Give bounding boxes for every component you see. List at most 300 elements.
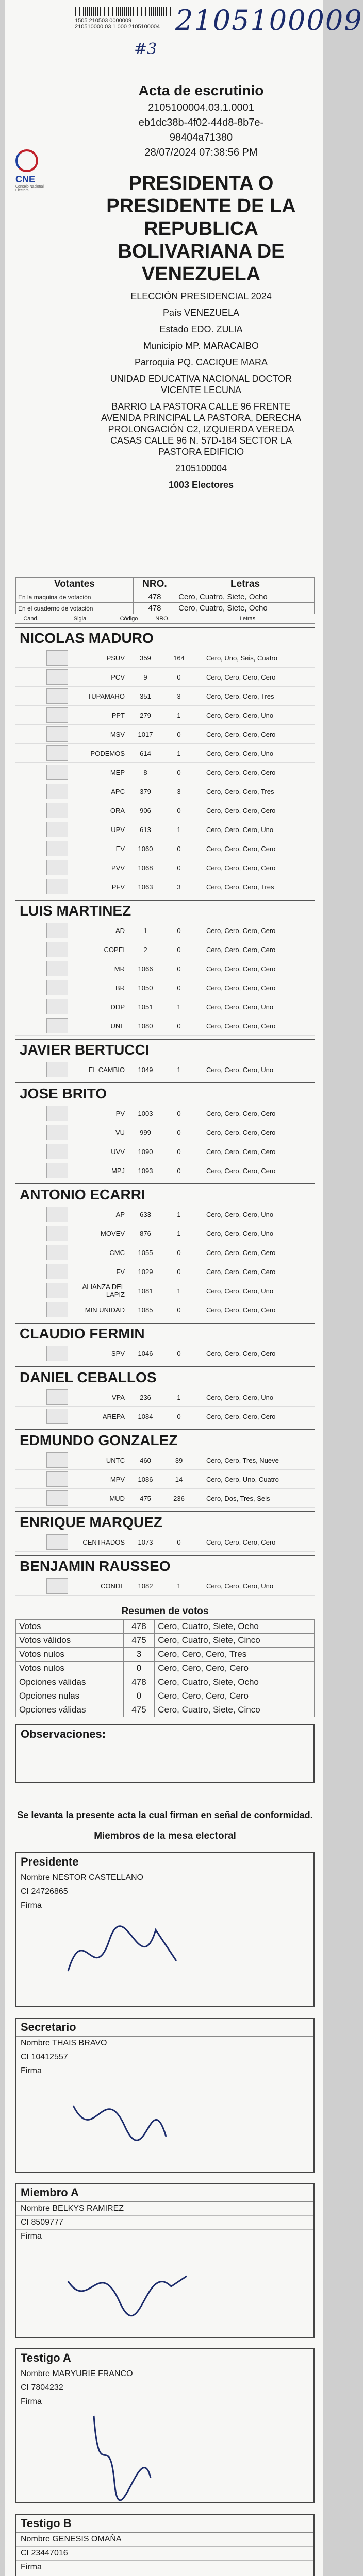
party-nro: 1 (177, 1210, 181, 1218)
party-logo-icon (46, 1207, 68, 1222)
member-role: Miembro A (16, 2184, 314, 2202)
party-nro: 0 (177, 1166, 181, 1175)
party-row (15, 744, 315, 763)
party-cod: 1003 (138, 1109, 153, 1117)
member-name: Nombre BELKYS RAMIREZ (16, 2202, 314, 2216)
candidate-block (15, 1429, 315, 1508)
party-cod: 1073 (138, 1538, 153, 1546)
party-nro: 0 (177, 1147, 181, 1156)
party-sig: MUD (109, 1494, 125, 1502)
candidate-block (15, 1511, 315, 1552)
party-cod: 1085 (138, 1306, 153, 1314)
party-row (15, 668, 315, 687)
party-row (15, 649, 315, 668)
party-cod: 9 (143, 673, 147, 681)
party-row (15, 1262, 315, 1281)
table-row: Votos nulos 3 Cero, Cero, Cero, Tres (16, 1648, 315, 1662)
party-logo-icon (46, 688, 68, 704)
party-logo-icon (46, 923, 68, 938)
member-ci: CI 23447016 (16, 2547, 314, 2561)
member-ci: CI 7804232 (16, 2381, 314, 2395)
candidate-block (15, 900, 315, 1036)
party-let: Cero, Cero, Cero, Uno (206, 1393, 274, 1401)
party-logo-icon (46, 1163, 68, 1178)
party-sig: DDP (110, 1003, 125, 1011)
party-sig: TUPAMARO (87, 692, 125, 700)
candidate-block (15, 1082, 315, 1180)
party-cod: 1046 (138, 1349, 153, 1358)
party-row (15, 820, 315, 839)
party-nro: 1 (177, 1003, 181, 1011)
candidate-block (15, 627, 315, 896)
party-logo-icon (46, 1578, 68, 1594)
party-row (15, 1104, 315, 1123)
party-nro: 3 (177, 883, 181, 891)
party-let: Cero, Cero, Cero, Cero (206, 1128, 276, 1137)
party-let: Cero, Cero, Cero, Uno (206, 1286, 274, 1295)
member-miembro-a (15, 2183, 315, 2338)
party-let: Cero, Cero, Cero, Cero (206, 863, 276, 872)
party-row (15, 1016, 315, 1036)
party-let: Cero, Cero, Cero, Cero (206, 926, 276, 935)
party-let: Cero, Cero, Cero, Cero (206, 1349, 276, 1358)
party-let: Cero, Cero, Cero, Uno (206, 1582, 274, 1590)
party-row (15, 997, 315, 1016)
party-row (15, 1224, 315, 1243)
party-cod: 1068 (138, 863, 153, 872)
firma-label: Firma (21, 2397, 42, 2406)
party-sig: PPT (111, 711, 125, 719)
document-title: Acta de escrutinio (138, 82, 264, 98)
party-nro: 236 (173, 1494, 185, 1502)
party-logo-icon (46, 822, 68, 837)
party-let: Cero, Cero, Cero, Uno (206, 1210, 274, 1218)
voter-table (15, 577, 315, 614)
party-row (15, 782, 315, 801)
party-cod: 906 (140, 806, 151, 815)
party-sig: MPV (110, 1475, 125, 1483)
party-row (15, 1577, 315, 1596)
party-let: Cero, Uno, Seis, Cuatro (206, 654, 278, 662)
party-row (15, 1142, 315, 1161)
party-let: Cero, Cero, Cero, Cero (206, 945, 276, 954)
party-nro: 0 (177, 984, 181, 992)
member-name: Nombre THAIS BRAVO (16, 2037, 314, 2050)
party-nro: 0 (177, 863, 181, 872)
party-cod: 613 (140, 825, 151, 834)
party-let: Cero, Cero, Cero, Uno (206, 1003, 274, 1011)
candidate-name: EDMUNDO GONZALEZ (20, 1432, 178, 1448)
party-logo-icon (46, 765, 68, 780)
cne-logo-icon (15, 149, 38, 172)
party-row (15, 858, 315, 877)
acta-hash-1: eb1dc38b-4f02-44d8-8b7e- (138, 117, 264, 128)
office-title: PRESIDENTA O PRESIDENTE DE LA REPUBLICA BOLIVARIANA DE VENEZUELA (106, 173, 296, 285)
candidate-block (15, 1039, 315, 1079)
candidate-name: JOSE BRITO (20, 1086, 107, 1101)
party-row (15, 1470, 315, 1489)
party-logo-icon (46, 879, 68, 894)
party-row (15, 1300, 315, 1319)
party-cod: 1051 (138, 1003, 153, 1011)
center-address: BARRIO LA PASTORA CALLE 96 FRENTE AVENIDA PRINCIPAL LA PASTORA, DERECHA PROLONGACIÓN C2, IZQUIERDA VEREDA CASAS CALLE 96 N. 57D-184 SECTOR LA PASTORA EDIFICIO (101, 401, 302, 457)
party-cod: 1017 (138, 730, 153, 738)
party-logo-icon (46, 1062, 68, 1077)
party-logo-icon (46, 1106, 68, 1121)
member-role: Testigo B (16, 2515, 314, 2533)
handwritten-code: 2105100009 (175, 4, 363, 37)
party-logo-icon (46, 707, 68, 723)
member-name: Nombre GENESIS OMAÑA (16, 2533, 314, 2547)
observations-label: Observaciones: (21, 1727, 106, 1740)
party-nro: 3 (177, 787, 181, 795)
party-let: Cero, Cero, Cero, Uno (206, 749, 274, 757)
party-cod: 1090 (138, 1147, 153, 1156)
party-row (15, 1205, 315, 1224)
signature-icon (63, 2240, 197, 2328)
table-row: Opciones nulas 0 Cero, Cero, Cero, Cero (16, 1689, 315, 1703)
party-cod: 1081 (138, 1286, 153, 1295)
party-row (15, 1533, 315, 1552)
party-row (15, 1388, 315, 1407)
party-sig: VPA (111, 1393, 125, 1401)
party-row (15, 763, 315, 782)
candidate-name: NICOLAS MADURO (20, 630, 154, 646)
party-let: Cero, Dos, Tres, Seis (206, 1494, 270, 1502)
party-row (15, 687, 315, 706)
party-cod: 1060 (138, 844, 153, 853)
party-sig: PSUV (106, 654, 125, 662)
party-cod: 460 (140, 1456, 151, 1464)
party-cod: 475 (140, 1494, 151, 1502)
party-logo-icon (46, 669, 68, 685)
party-sig: MEP (110, 768, 125, 776)
acta-datetime: 28/07/2024 07:38:56 PM (144, 147, 258, 158)
party-row (15, 940, 315, 959)
candidate-block (15, 1323, 315, 1363)
table-row: Votos 478 Cero, Cuatro, Siete, Ocho (16, 1620, 315, 1634)
party-nro: 0 (177, 964, 181, 973)
party-logo-icon (46, 1018, 68, 1033)
party-sig: MOVEV (101, 1229, 125, 1238)
party-sig: PV (116, 1109, 125, 1117)
firma-label: Firma (21, 2232, 42, 2241)
party-sig: EV (116, 844, 125, 853)
party-row (15, 706, 315, 725)
party-logo-icon (46, 1264, 68, 1279)
voter-header-nro: NRO. (133, 578, 176, 591)
party-logo-icon (46, 999, 68, 1014)
party-cod: 1055 (138, 1248, 153, 1257)
party-logo-icon (46, 1144, 68, 1159)
party-cod: 999 (140, 1128, 151, 1137)
header (36, 82, 315, 490)
summary-title: Resumen de votos (121, 1606, 209, 1617)
party-cod: 1082 (138, 1582, 153, 1590)
signature-icon (63, 1909, 197, 1997)
party-sig: SPV (111, 1349, 125, 1358)
party-let: Cero, Cero, Cero, Cero (206, 1267, 276, 1276)
party-row (15, 1161, 315, 1180)
party-let: Cero, Cero, Uno, Cuatro (206, 1475, 279, 1483)
party-cod: 614 (140, 749, 151, 757)
party-logo-icon (46, 961, 68, 976)
party-row (15, 1123, 315, 1142)
table-row: En el cuaderno de votación 478 Cero, Cuatro, Siete, Ocho (16, 603, 315, 614)
party-nro: 14 (175, 1475, 183, 1483)
party-nro: 0 (177, 926, 181, 935)
party-logo-icon (46, 784, 68, 799)
signature-area (16, 2395, 314, 2502)
party-logo-icon (46, 1245, 68, 1260)
party-row (15, 1243, 315, 1262)
party-nro: 0 (177, 945, 181, 954)
party-logo-icon (46, 1346, 68, 1361)
signature-area (16, 2230, 314, 2337)
member-list (15, 1852, 315, 2576)
candidate-name: ENRIQUE MARQUEZ (20, 1514, 162, 1530)
candidate-block (15, 1555, 315, 1596)
party-let: Cero, Cero, Cero, Tres (206, 883, 274, 891)
party-cod: 1049 (138, 1065, 153, 1074)
member-name: Nombre NESTOR CASTELLANO (16, 1871, 314, 1885)
firma-label: Firma (21, 2066, 42, 2075)
party-logo-icon (46, 860, 68, 875)
party-row (15, 839, 315, 858)
party-logo-icon (46, 1490, 68, 1506)
party-nro: 1 (177, 825, 181, 834)
voter-header-letras: Letras (176, 578, 315, 591)
table-row: En la maquina de votación 478 Cero, Cuatro, Siete, Ocho (16, 591, 315, 603)
party-nro: 1 (177, 1229, 181, 1238)
party-sig: UNTC (106, 1456, 125, 1464)
signature-area (16, 1899, 314, 2006)
table-row: Votos válidos 475 Cero, Cuatro, Siete, Cinco (16, 1634, 315, 1648)
member-presidente (15, 1852, 315, 2007)
logo-subtext: Consejo Nacional Electoral (15, 185, 44, 192)
party-let: Cero, Cero, Cero, Cero (206, 984, 276, 992)
party-column-headers: Cand. Sigla Código NRO. Letras (15, 614, 315, 624)
party-cod: 1086 (138, 1475, 153, 1483)
party-cod: 8 (143, 768, 147, 776)
party-sig: EL CAMBIO (88, 1065, 125, 1074)
candidate-name: DANIEL CEBALLOS (20, 1369, 157, 1385)
party-cod: 236 (140, 1393, 151, 1401)
party-logo-icon (46, 1389, 68, 1405)
party-sig: MPJ (111, 1166, 125, 1175)
party-logo-icon (46, 745, 68, 761)
party-nro: 0 (177, 730, 181, 738)
party-row (15, 978, 315, 997)
conformity-statement: Se levanta la presente acta la cual firman en señal de conformidad. (17, 1810, 313, 1820)
party-nro: 0 (177, 1306, 181, 1314)
party-cod: 1093 (138, 1166, 153, 1175)
party-row (15, 1281, 315, 1300)
party-sig: PVV (111, 863, 125, 872)
party-cod: 359 (140, 654, 151, 662)
party-logo-icon (46, 980, 68, 995)
member-ci: CI 10412557 (16, 2050, 314, 2064)
party-nro: 0 (177, 1248, 181, 1257)
party-sig: MIN UNIDAD (85, 1306, 125, 1314)
party-sig: CONDE (101, 1582, 125, 1590)
acta-hash-2: 98404a71380 (169, 132, 233, 143)
party-logo-icon (46, 1302, 68, 1317)
party-sig: MSV (110, 730, 125, 738)
party-nro: 0 (177, 1349, 181, 1358)
candidate-block (15, 1366, 315, 1426)
party-logo-icon (46, 1226, 68, 1241)
party-let: Cero, Cero, Cero, Tres (206, 692, 274, 700)
party-cod: 1063 (138, 883, 153, 891)
member-name: Nombre MARYURIE FRANCO (16, 2367, 314, 2381)
party-nro: 0 (177, 1267, 181, 1276)
party-cod: 633 (140, 1210, 151, 1218)
party-sig: AREPA (102, 1412, 125, 1420)
party-sig: COPEI (104, 945, 125, 954)
party-let: Cero, Cero, Cero, Uno (206, 1065, 274, 1074)
party-sig: CENTRADOS (82, 1538, 125, 1546)
party-sig: PODEMOS (90, 749, 125, 757)
party-let: Cero, Cero, Cero, Cero (206, 768, 276, 776)
members-title: Miembros de la mesa electoral (94, 1831, 236, 1841)
party-cod: 1066 (138, 964, 153, 973)
party-logo-icon (46, 803, 68, 818)
party-cod: 351 (140, 692, 151, 700)
party-cod: 2 (143, 945, 147, 954)
party-sig: APC (111, 787, 125, 795)
observations-box (15, 1724, 315, 1783)
party-sig: PFV (111, 883, 125, 891)
party-let: Cero, Cero, Cero, Uno (206, 711, 274, 719)
party-sig: FV (116, 1267, 125, 1276)
acta-code: 2105100004.03.1.0001 (148, 102, 254, 113)
party-nro: 1 (177, 1582, 181, 1590)
party-nro: 1 (177, 1393, 181, 1401)
member-secretario (15, 2018, 315, 2173)
candidate-name: ANTONIO ECARRI (20, 1187, 145, 1202)
party-let: Cero, Cero, Cero, Cero (206, 1306, 276, 1314)
party-let: Cero, Cero, Cero, Cero (206, 844, 276, 853)
party-nro: 0 (177, 1538, 181, 1546)
handwritten-note: #3 (134, 40, 157, 58)
vote-summary (15, 1604, 315, 1717)
party-cod: 1 (143, 926, 147, 935)
party-row (15, 959, 315, 978)
logo-text: CNE (15, 174, 36, 184)
party-row (15, 1451, 315, 1470)
party-sig: ALIANZA DEL LAPIZ (82, 1283, 125, 1298)
party-let: Cero, Cero, Cero, Cero (206, 730, 276, 738)
signature-icon (63, 2405, 197, 2493)
party-sig: ORA (110, 806, 125, 815)
member-ci: CI 24726865 (16, 1885, 314, 1899)
party-nro: 0 (177, 673, 181, 681)
voter-count: 1003 Electores (168, 480, 234, 490)
voting-center: UNIDAD EDUCATIVA NACIONAL DOCTOR VICENTE LECUNA (110, 374, 292, 395)
party-cod: 1084 (138, 1412, 153, 1420)
party-let: Cero, Cero, Cero, Cero (206, 673, 276, 681)
party-cod: 1050 (138, 984, 153, 992)
barcode-line-1: 1505 210503 0000009 (75, 18, 132, 24)
party-row (15, 877, 315, 896)
party-let: Cero, Cero, Cero, Cero (206, 964, 276, 973)
member-role: Presidente (16, 1853, 314, 1871)
party-nro: 0 (177, 806, 181, 815)
firma-label: Firma (21, 2563, 42, 2571)
party-sig: BR (115, 984, 125, 992)
candidate-list (15, 627, 315, 1596)
election-name: ELECCIÓN PRESIDENCIAL 2024 (130, 291, 272, 301)
party-let: Cero, Cero, Cero, Cero (206, 806, 276, 815)
party-logo-icon (46, 841, 68, 856)
party-let: Cero, Cero, Cero, Cero (206, 1166, 276, 1175)
firma-label: Firma (21, 1901, 42, 1910)
party-cod: 379 (140, 787, 151, 795)
municipality: Municipio MP. MARACAIBO (143, 341, 259, 351)
party-nro: 3 (177, 692, 181, 700)
member-testigo-b (15, 2514, 315, 2576)
ballot-sheet (5, 0, 363, 2576)
party-let: Cero, Cero, Cero, Tres (206, 787, 274, 795)
barcode-icon (75, 7, 173, 16)
party-logo-icon (46, 650, 68, 666)
party-cod: 1029 (138, 1267, 153, 1276)
parish: Parroquia PQ. CACIQUE MARA (134, 357, 268, 367)
center-code: 2105100004 (175, 463, 227, 473)
party-row (15, 1060, 315, 1079)
member-role: Testigo A (16, 2349, 314, 2367)
party-sig: AD (115, 926, 125, 935)
candidate-name: JAVIER BERTUCCI (20, 1042, 150, 1058)
signature-area (16, 2561, 314, 2576)
party-logo-icon (46, 1452, 68, 1468)
party-nro: 164 (173, 654, 185, 662)
candidate-name: LUIS MARTINEZ (20, 903, 131, 919)
barcode-line-2: 210510000 03 1 000 2105100004 (75, 24, 160, 30)
member-role: Secretario (16, 2019, 314, 2037)
party-nro: 0 (177, 844, 181, 853)
party-sig: CMC (109, 1248, 125, 1257)
party-logo-icon (46, 1471, 68, 1487)
party-cod: 876 (140, 1229, 151, 1238)
party-nro: 0 (177, 1022, 181, 1030)
party-cod: 1080 (138, 1022, 153, 1030)
candidate-name: BENJAMIN RAUSSEO (20, 1558, 171, 1574)
party-logo-icon (46, 942, 68, 957)
voter-header-votantes: Votantes (16, 578, 134, 591)
party-row (15, 1344, 315, 1363)
party-let: Cero, Cero, Cero, Cero (206, 1022, 276, 1030)
party-let: Cero, Cero, Cero, Uno (206, 825, 274, 834)
party-sig: AP (116, 1210, 125, 1218)
party-logo-icon (46, 1409, 68, 1424)
party-sig: PCV (111, 673, 125, 681)
candidate-block (15, 1183, 315, 1319)
summary-table (15, 1619, 315, 1717)
party-logo-icon (46, 1534, 68, 1550)
party-sig: UVV (111, 1147, 125, 1156)
party-nro: 0 (177, 1109, 181, 1117)
party-let: Cero, Cero, Tres, Nueve (206, 1456, 279, 1464)
party-row (15, 801, 315, 820)
party-nro: 0 (177, 768, 181, 776)
table-row: Opciones válidas 478 Cero, Cuatro, Siete, Ocho (16, 1675, 315, 1689)
state: Estado EDO. ZULIA (159, 324, 243, 334)
party-nro: 1 (177, 749, 181, 757)
party-sig: UNE (110, 1022, 125, 1030)
party-logo-icon (46, 1283, 68, 1298)
